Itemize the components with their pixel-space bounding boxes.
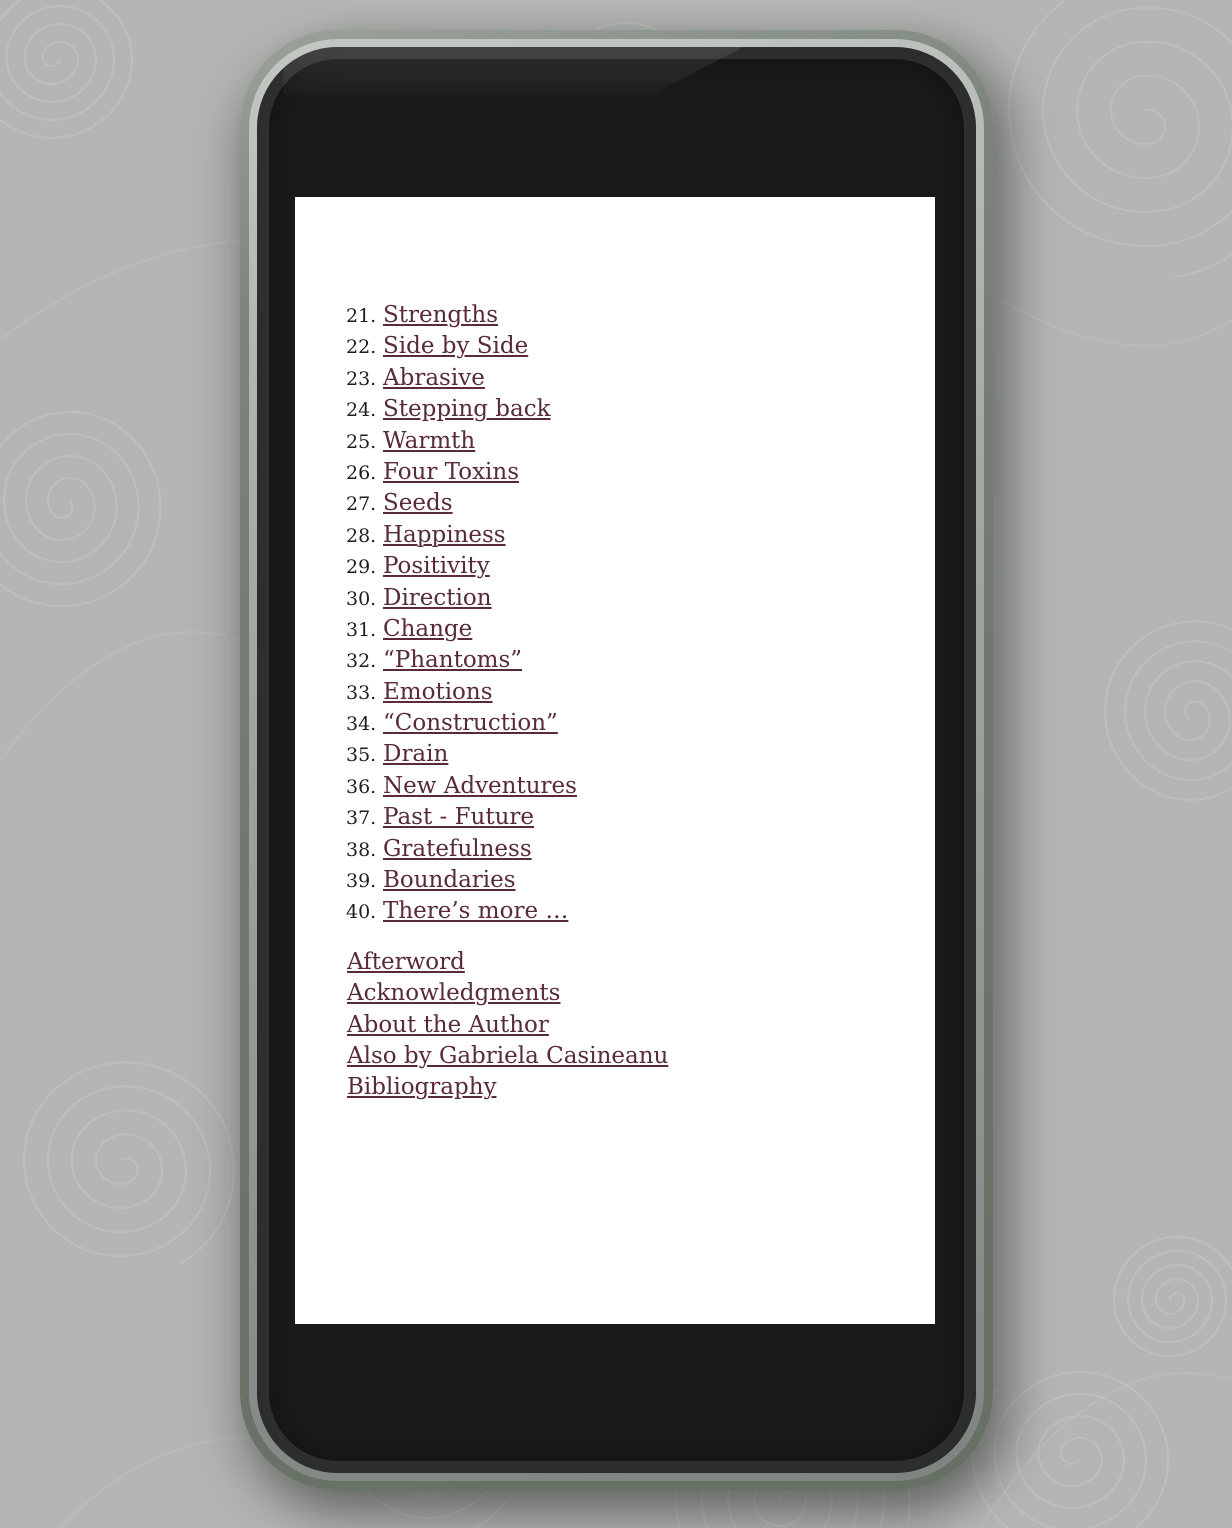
toc-row xyxy=(346,520,577,551)
toc-row xyxy=(346,708,577,739)
toc-chapter-number: 35. xyxy=(346,744,377,767)
phone-gloss-highlight xyxy=(283,47,743,95)
toc-chapter-number: 22. xyxy=(346,336,377,359)
toc-row xyxy=(346,583,577,614)
toc-chapter-number: 25. xyxy=(346,430,377,453)
toc-chapter-number: 37. xyxy=(346,807,377,830)
toc-chapter-number: 34. xyxy=(346,713,377,736)
toc-chapter-link[interactable]: Abrasive xyxy=(383,364,485,391)
toc-chapter-number: 30. xyxy=(346,587,377,610)
toc-row xyxy=(346,802,577,833)
toc-row xyxy=(347,1010,668,1041)
toc-chapter-number: 21. xyxy=(346,305,377,327)
toc-row xyxy=(346,363,577,394)
toc-chapter-number: 31. xyxy=(346,618,377,641)
toc-chapter-link[interactable]: Positivity xyxy=(383,553,490,580)
toc-chapter-link[interactable]: Strengths xyxy=(383,302,498,328)
toc-row xyxy=(347,947,668,978)
toc-chapter-number: 27. xyxy=(346,493,377,516)
toc-row xyxy=(346,551,577,582)
toc-row xyxy=(346,457,577,488)
toc-chapter-number: 40. xyxy=(346,901,377,924)
toc-chapter-number: 38. xyxy=(346,838,377,861)
toc-row xyxy=(346,865,577,896)
toc-row xyxy=(346,426,577,457)
toc-chapter-link[interactable]: Seeds xyxy=(383,490,453,517)
toc-chapter-link[interactable]: Emotions xyxy=(383,678,493,705)
toc-row xyxy=(346,771,577,802)
toc-chapter-number: 36. xyxy=(346,775,377,798)
toc-row xyxy=(346,834,577,865)
toc-chapter-number: 33. xyxy=(346,681,377,704)
toc-chapter-link[interactable]: Drain xyxy=(383,741,449,768)
backmatter-link[interactable]: Afterword xyxy=(347,949,465,975)
backmatter-link[interactable]: Bibliography xyxy=(347,1074,497,1101)
table-of-contents-list xyxy=(346,300,577,928)
toc-chapter-number: 23. xyxy=(346,367,377,390)
toc-chapter-number: 39. xyxy=(346,870,377,893)
toc-chapter-number: 28. xyxy=(346,524,377,547)
toc-chapter-link[interactable]: Side by Side xyxy=(383,333,529,360)
backmatter-link[interactable]: Also by Gabriela Casineanu xyxy=(347,1042,669,1069)
phone-mockup xyxy=(240,30,993,1490)
toc-chapter-number: 26. xyxy=(346,461,377,484)
ereader-screen xyxy=(295,197,935,1324)
toc-chapter-link[interactable]: Direction xyxy=(383,584,492,611)
toc-chapter-link[interactable]: Change xyxy=(383,615,473,642)
backmatter-link[interactable]: About the Author xyxy=(347,1011,549,1038)
toc-chapter-link[interactable]: Gratefulness xyxy=(383,835,532,862)
toc-row xyxy=(346,614,577,645)
toc-row xyxy=(347,1072,668,1103)
toc-chapter-number: 29. xyxy=(346,556,377,579)
toc-chapter-link[interactable]: Happiness xyxy=(383,521,506,548)
toc-row xyxy=(347,1041,668,1072)
toc-chapter-number: 32. xyxy=(346,650,377,673)
toc-row xyxy=(346,488,577,519)
toc-row xyxy=(346,739,577,770)
toc-row xyxy=(346,331,577,362)
toc-row xyxy=(346,677,577,708)
toc-chapter-link[interactable]: Past - Future xyxy=(383,804,535,831)
backmatter-link[interactable]: Acknowledgments xyxy=(347,980,561,1007)
toc-row xyxy=(346,896,577,927)
toc-chapter-link[interactable]: “Phantoms” xyxy=(383,647,523,674)
toc-backmatter-links xyxy=(347,947,668,1103)
toc-chapter-link[interactable]: Boundaries xyxy=(383,867,516,894)
toc-row xyxy=(346,300,577,331)
toc-chapter-link[interactable]: “Construction” xyxy=(383,710,558,737)
toc-chapter-link[interactable]: New Adventures xyxy=(383,772,577,799)
toc-chapter-link[interactable]: Four Toxins xyxy=(383,458,520,485)
toc-row xyxy=(346,394,577,425)
toc-row xyxy=(346,645,577,676)
toc-chapter-link[interactable]: Stepping back xyxy=(383,396,551,423)
toc-chapter-number: 24. xyxy=(346,399,377,422)
toc-row xyxy=(347,978,668,1009)
toc-chapter-link[interactable]: There’s more … xyxy=(383,898,569,925)
toc-chapter-link[interactable]: Warmth xyxy=(383,427,476,454)
